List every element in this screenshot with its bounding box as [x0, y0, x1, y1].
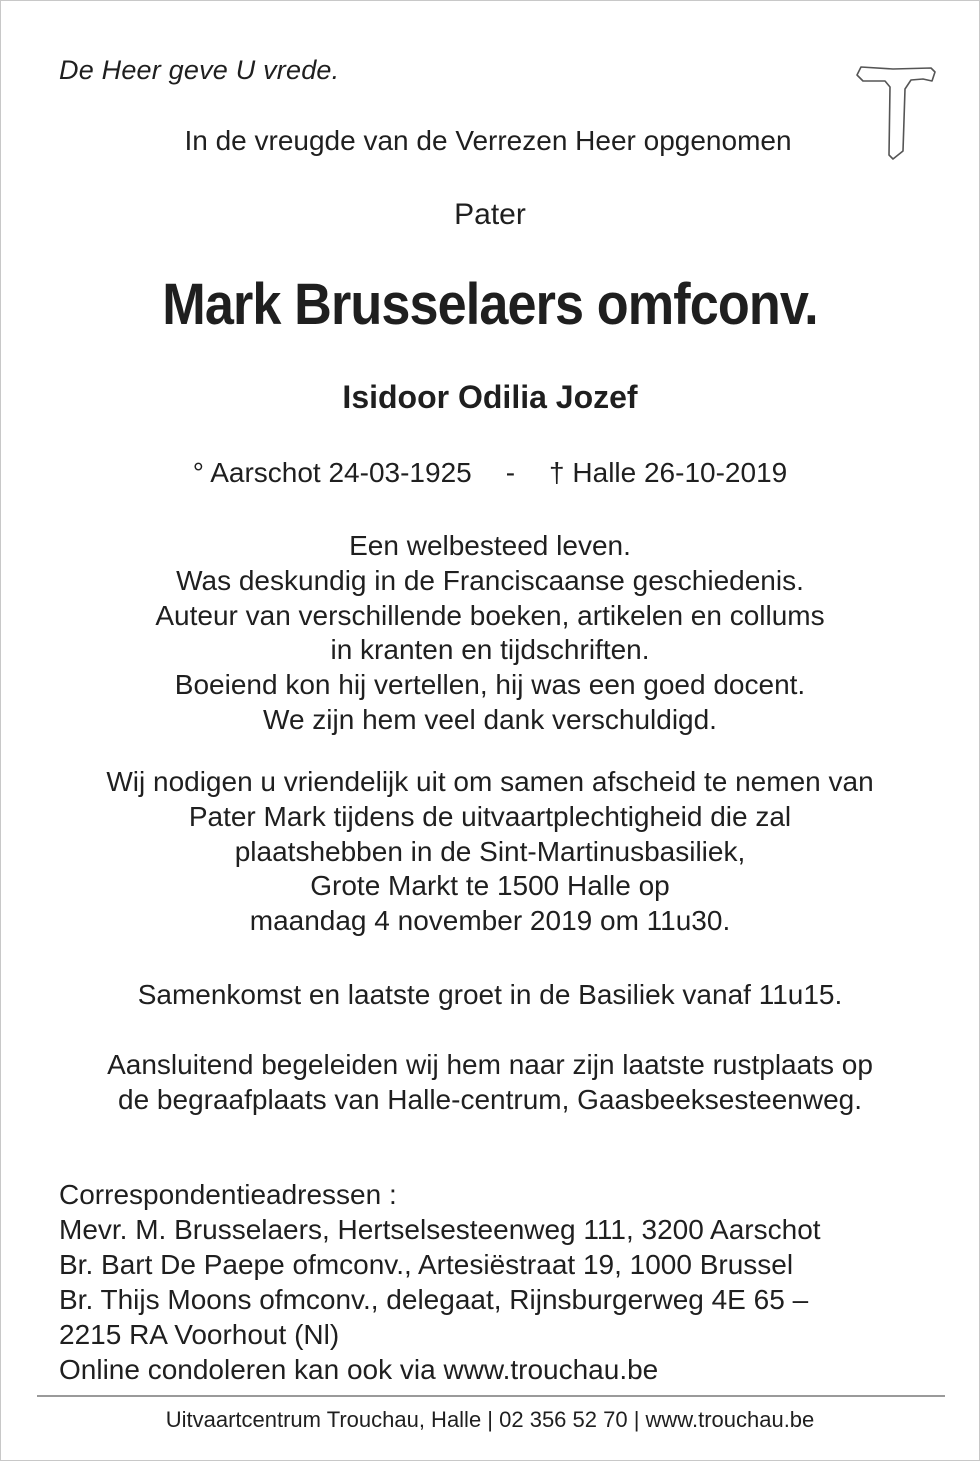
deceased-name: Mark Brusselaers omfconv. — [162, 272, 818, 337]
death-date: † Halle 26-10-2019 — [549, 457, 788, 488]
title-word: Pater — [454, 198, 526, 231]
tribute-line: Auteur van verschillende boeken, artikelen en collums — [155, 599, 825, 631]
correspondence-address: 2215 RA Voorhout (Nl) — [59, 1319, 340, 1350]
birth-date: ° Aarschot 24-03-1925 — [192, 457, 472, 488]
date-separator: - — [505, 457, 516, 488]
tribute-line: Was deskundig in de Franciscaanse geschiedenis. — [176, 564, 804, 596]
invitation-line: Grote Markt te 1500 Halle op — [310, 870, 670, 902]
gathering-text: Samenkomst en laatste groet in de Basiliek vanaf 11u15. — [137, 979, 843, 1010]
correspondence-heading: Correspondentieadressen : — [59, 1179, 397, 1210]
burial-text — [1, 1048, 979, 1118]
burial-line: de begraafplaats van Halle-centrum, Gaasbeeksesteenweg. — [118, 1083, 862, 1115]
invitation-line: plaatshebben in de Sint-Martinusbasiliek, — [234, 835, 746, 867]
correspondence-address: Br. Thijs Moons ofmconv., delegaat, Rijnsburgerweg 4E 65 – — [59, 1284, 809, 1315]
divider — [37, 1395, 945, 1397]
burial-line: Aansluitend begeleiden wij hem naar zijn laatste rustplaats op — [107, 1049, 873, 1080]
given-names: Isidoor Odilia Jozef — [342, 379, 638, 415]
tribute-line: Boeiend kon hij vertellen, hij was een goed docent. — [174, 669, 806, 701]
footer-funeral-home: Uitvaartcentrum Trouchau, Halle | 02 356 52 70 | www.trouchau.be — [165, 1407, 815, 1432]
online-condolence: Online condoleren kan ook via www.trouchau.be — [59, 1354, 659, 1385]
life-dates — [1, 457, 979, 489]
tribute-line: Een welbesteed leven. — [349, 530, 631, 561]
correspondence-address: Mevr. M. Brusselaers, Hertselsesteenweg 111, 3200 Aarschot — [59, 1214, 821, 1245]
motto: De Heer geve U vrede. — [59, 55, 340, 85]
invitation-line: maandag 4 november 2019 om 11u30. — [249, 905, 731, 937]
invitation-line: Wij nodigen u vriendelijk uit om samen afscheid te nemen van — [106, 766, 874, 797]
correspondence-block — [59, 1177, 821, 1387]
tribute-text — [1, 529, 979, 738]
invitation-text — [1, 765, 979, 939]
correspondence-address: Br. Bart De Paepe ofmconv., Artesiëstraat 19, 1000 Brussel — [59, 1249, 794, 1280]
intro-line: In de vreugde van de Verrezen Heer opgenomen — [184, 125, 792, 156]
invitation-line: Pater Mark tijdens de uitvaartplechtigheid die zal — [188, 800, 792, 832]
tribute-line: We zijn hem veel dank verschuldigd. — [263, 703, 717, 735]
tribute-line: in kranten en tijdschriften. — [330, 634, 650, 666]
